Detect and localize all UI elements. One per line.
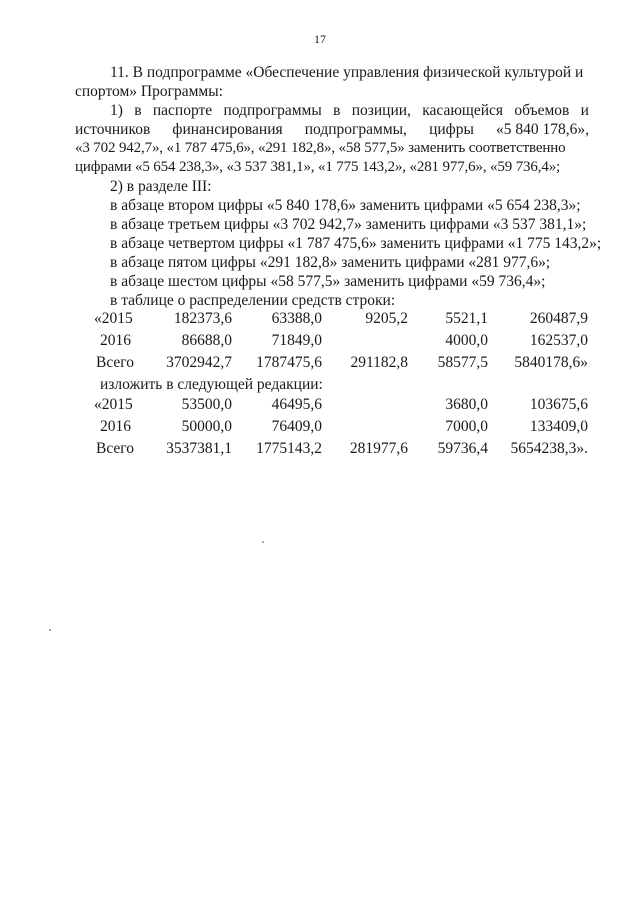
item-1-word: источников [75,121,151,138]
item-1-word: финансирования [172,121,283,138]
table-cell: 7000,0 [445,418,488,435]
item-1-word: «5 840 178,6», [496,121,589,138]
table-cell: 3702942,7 [166,354,232,371]
table-old-row-total [0,353,640,373]
item-1-word: объемов [514,102,570,119]
table-cell: 86688,0 [181,332,232,349]
table-cell: 5654238,3». [510,440,588,457]
item-2-line: в абзаце пятом цифры «291 182,8» заменить цифрами «281 977,6»; [110,254,551,271]
table-cell: 63388,0 [271,310,322,327]
table-cell: 76409,0 [271,418,322,435]
scan-speck [262,541,264,543]
table-cell: Всего [96,440,135,457]
item-1-word: паспорте [152,102,213,119]
table-cell: 59736,4 [437,440,488,457]
table-cell: 133409,0 [529,418,588,435]
table-cell: 2016 [100,332,131,349]
item-1-line-4: цифрами «5 654 238,3», «3 537 381,1», «1 775 143,2», «281 977,6», «59 736,4»; [75,159,561,175]
item-2-line: в абзаце втором цифры «5 840 178,6» заменить цифрами «5 654 238,3»; [110,197,581,214]
item-1-line-3: «3 702 942,7», «1 787 475,6», «291 182,8», «58 577,5» заменить соответственно [75,140,566,156]
table-cell: 3537381,1 [166,440,232,457]
table-cell: 53500,0 [181,396,232,413]
item-2-line: в таблице о распределении средств строки: [110,292,396,309]
page-number: 17 [314,32,326,46]
item-1-word: подпрограммы [223,102,322,119]
table-old-row [0,309,640,329]
table-new-row-total [0,439,640,459]
table-cell: Всего [96,354,135,371]
table-cell: 1775143,2 [256,440,322,457]
table-new-row [0,417,640,437]
table-cell: 4000,0 [445,332,488,349]
paragraph-11-line-2: спортом» Программы: [75,83,223,100]
table-cell: 1787475,6 [256,354,322,371]
table-cell: 3680,0 [445,396,488,413]
item-1-word: и [580,102,589,119]
item-2-heading: 2) в разделе III: [110,178,212,195]
item-2-line: в абзаце третьем цифры «3 702 942,7» заменить цифрами «3 537 381,1»; [110,216,587,233]
table-cell: 260487,9 [529,310,588,327]
paragraph-11-line-1: 11. В подпрограмме «Обеспечение управления физической культурой и [110,64,584,81]
table-cell: 9205,2 [365,310,408,327]
replace-instruction: изложить в следующей редакции: [100,376,323,393]
item-1-word: 1) [110,102,123,119]
item-1-word: в [333,102,341,119]
item-1-line-2 [75,120,589,139]
item-1-word: в [134,102,142,119]
item-2-line: в абзаце четвертом цифры «1 787 475,6» заменить цифрами «1 775 143,2»; [110,235,602,252]
table-cell: 5521,1 [445,310,488,327]
item-1-word: позиции, [351,102,411,119]
table-cell: 58577,5 [437,354,488,371]
table-cell: «2015 [94,310,133,327]
item-1-word: цифры [429,121,474,138]
item-2-line: в абзаце шестом цифры «58 577,5» заменить цифрами «59 736,4»; [110,273,546,290]
table-cell: 5840178,6» [514,354,588,371]
table-cell: 50000,0 [181,418,232,435]
table-old-row [0,331,640,351]
table-cell: 71849,0 [271,332,322,349]
table-cell: 291182,8 [350,354,408,371]
item-1-word: подпрограммы, [304,121,407,138]
table-cell: 46495,6 [271,396,322,413]
table-cell: «2015 [94,396,133,413]
table-cell: 182373,6 [173,310,232,327]
table-cell: 162537,0 [529,332,588,349]
table-cell: 103675,6 [529,396,588,413]
item-1-line-1 [110,101,589,120]
item-1-word: касающейся [422,102,504,119]
table-new-row [0,395,640,415]
table-cell: 281977,6 [349,440,408,457]
scan-speck [49,629,51,631]
table-cell: 2016 [100,418,131,435]
